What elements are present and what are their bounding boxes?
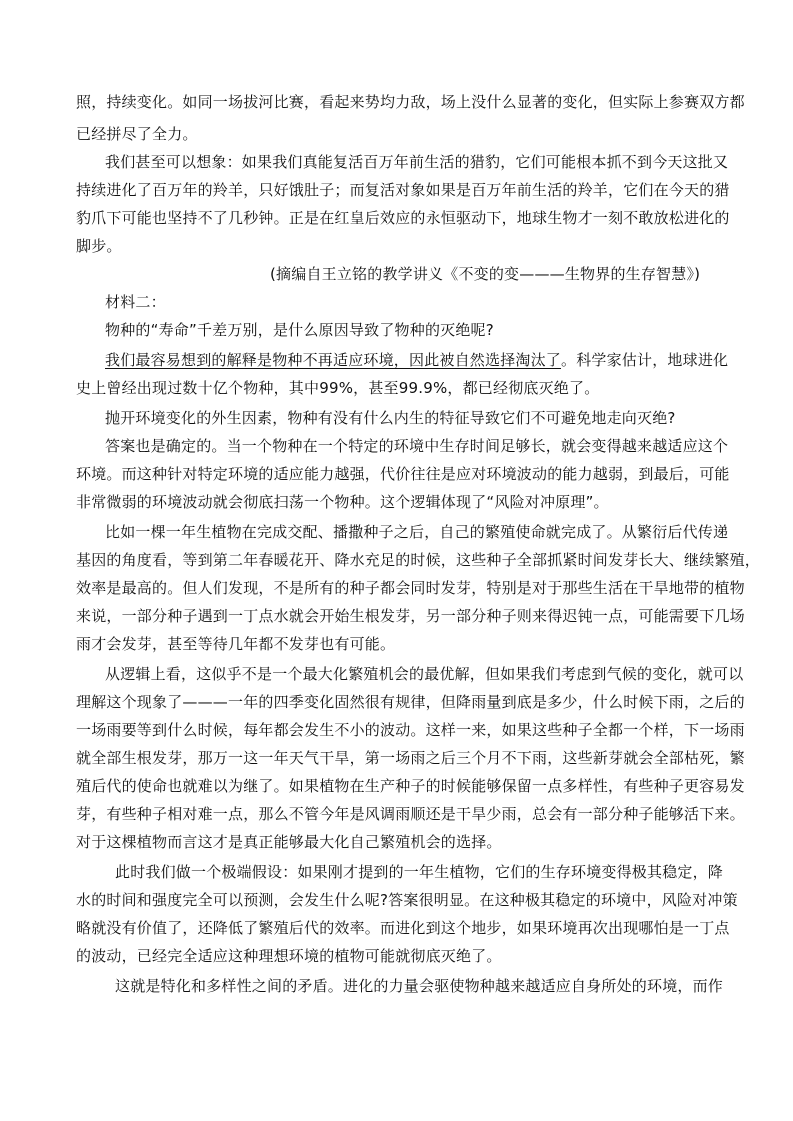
text-line: 物种的“寿命”千差万别，是什么原因导致了物种的灭绝呢?: [105, 321, 494, 339]
text-line: 答案也是确定的。当一个物种在一个特定的环境中生存时间足够长，就会变得越来越适应这个: [105, 437, 729, 455]
text-line: 的波动，已经完全适应这种理想环境的植物可能就彻底灭绝了。: [76, 947, 502, 965]
text-line: 我们甚至可以想象：如果我们真能复活百万年前生活的猎豹，它们可能根本抓不到今天这批又: [105, 153, 729, 171]
source-citation: (摘编自王立铭的教学讲义《不变的变———生物界的生存智慧》): [270, 265, 701, 283]
text-line: 照，持续变化。如同一场拔河比赛，看起来势均力敌，场上没什么显著的变化，但实际上参赛双方都: [76, 93, 745, 111]
text-line: [105, 350, 728, 370]
text-line: 来说，一部分种子遇到一丁点水就会开始生根发芽，另一部分种子则来得迟钝一点，可能需要下几场: [76, 607, 745, 625]
text-line: 已经拼尽了全力。: [76, 125, 198, 143]
text-line: 脚步。: [76, 237, 122, 255]
text-line: 理解这个现象了———一年的四季变化固然很有规律，但降雨量到底是多少，什么时候下雨，之后的: [76, 693, 745, 711]
text-line: 史上曾经出现过数十亿个物种，其中99%，甚至99.9%，都已经彻底灭绝了。: [76, 379, 600, 397]
text-line: 豹爪下可能也坚持不了几秒钟。正是在红皇后效应的永恒驱动下，地球生物才一刻不敢放松进化的: [76, 209, 730, 227]
text-line: 效率是最高的。但人们发现，不是所有的种子都会同时发芽，特别是对于那些生活在干旱地带的植物: [76, 579, 745, 597]
text-line: 此时我们做一个极端假设：如果刚才提到的一年生植物，它们的生存环境变得极其稳定，降: [115, 863, 724, 881]
text-line: 雨才会发芽，甚至等待几年都不发芽也有可能。: [76, 635, 396, 653]
underlined-phrase: 我们最容易想到的解释是物种不再适应环境，因此被自然选择淘汰了: [105, 351, 562, 369]
section-heading: 材料二：: [105, 293, 166, 311]
text-line: 环境。而这种针对特定环境的适应能力越强，代价往往是应对环境波动的能力越弱，到最后，可能: [76, 465, 730, 483]
text-line: 比如一棵一年生植物在完成交配、播撒种子之后，自己的繁殖使命就完成了。从繁衍后代传递: [105, 523, 729, 541]
text-line: 殖后代的使命也就难以为继了。如果植物在生产种子的时候能够保留一点多样性，有些种子更容易发: [76, 777, 745, 795]
text-line: 对于这棵植物而言这才是真正能够最大化自己繁殖机会的选择。: [76, 833, 502, 851]
text-line: 非常微弱的环境波动就会彻底扫荡一个物种。这个逻辑体现了“风险对冲原理”。: [76, 493, 609, 511]
text-line: 略就没有价值了，还降低了繁殖后代的效率。而进化到这个地步，如果环境再次出现哪怕是一丁点: [76, 919, 730, 937]
text-line: 抛开环境变化的外生因素，物种有没有什么内生的特征导致它们不可避免地走向灭绝?: [105, 409, 676, 427]
text-line: 一场雨要等到什么时候，每年都会发生不小的波动。这样一来，如果这些种子全都一个样，下一场雨: [76, 721, 745, 739]
text-line: 水的时间和强度完全可以预测，会发生什么呢?答案很明显。在这种极其稳定的环境中，风险对冲策: [76, 891, 738, 909]
text-line: 从逻辑上看，这似乎不是一个最大化繁殖机会的最优解，但如果我们考虑到气候的变化，就可以: [105, 665, 744, 683]
text-span: 。科学家估计，地球进化: [561, 351, 729, 369]
text-line: 芽，有些种子相对难一点，那么不管今年是风调雨顺还是干旱少雨，总会有一部分种子能够活下来。: [76, 805, 745, 823]
text-line: 基因的角度看，等到第二年春暖花开、降水充足的时候，这些种子全部抓紧时间发芽长大、继续繁殖，: [76, 551, 761, 569]
text-line: 这就是特化和多样性之间的矛盾。进化的力量会驱使物种越来越适应自身所处的环境，而作: [115, 977, 724, 995]
text-line: 持续进化了百万年的羚羊，只好饿肚子；而复活对象如果是百万年前生活的羚羊，它们在今天的猎: [76, 181, 730, 199]
text-line: 就全部生根发芽，那万一这一年天气干旱，第一场雨之后三个月不下雨，这些新芽就会全部枯死，繁: [76, 749, 745, 767]
